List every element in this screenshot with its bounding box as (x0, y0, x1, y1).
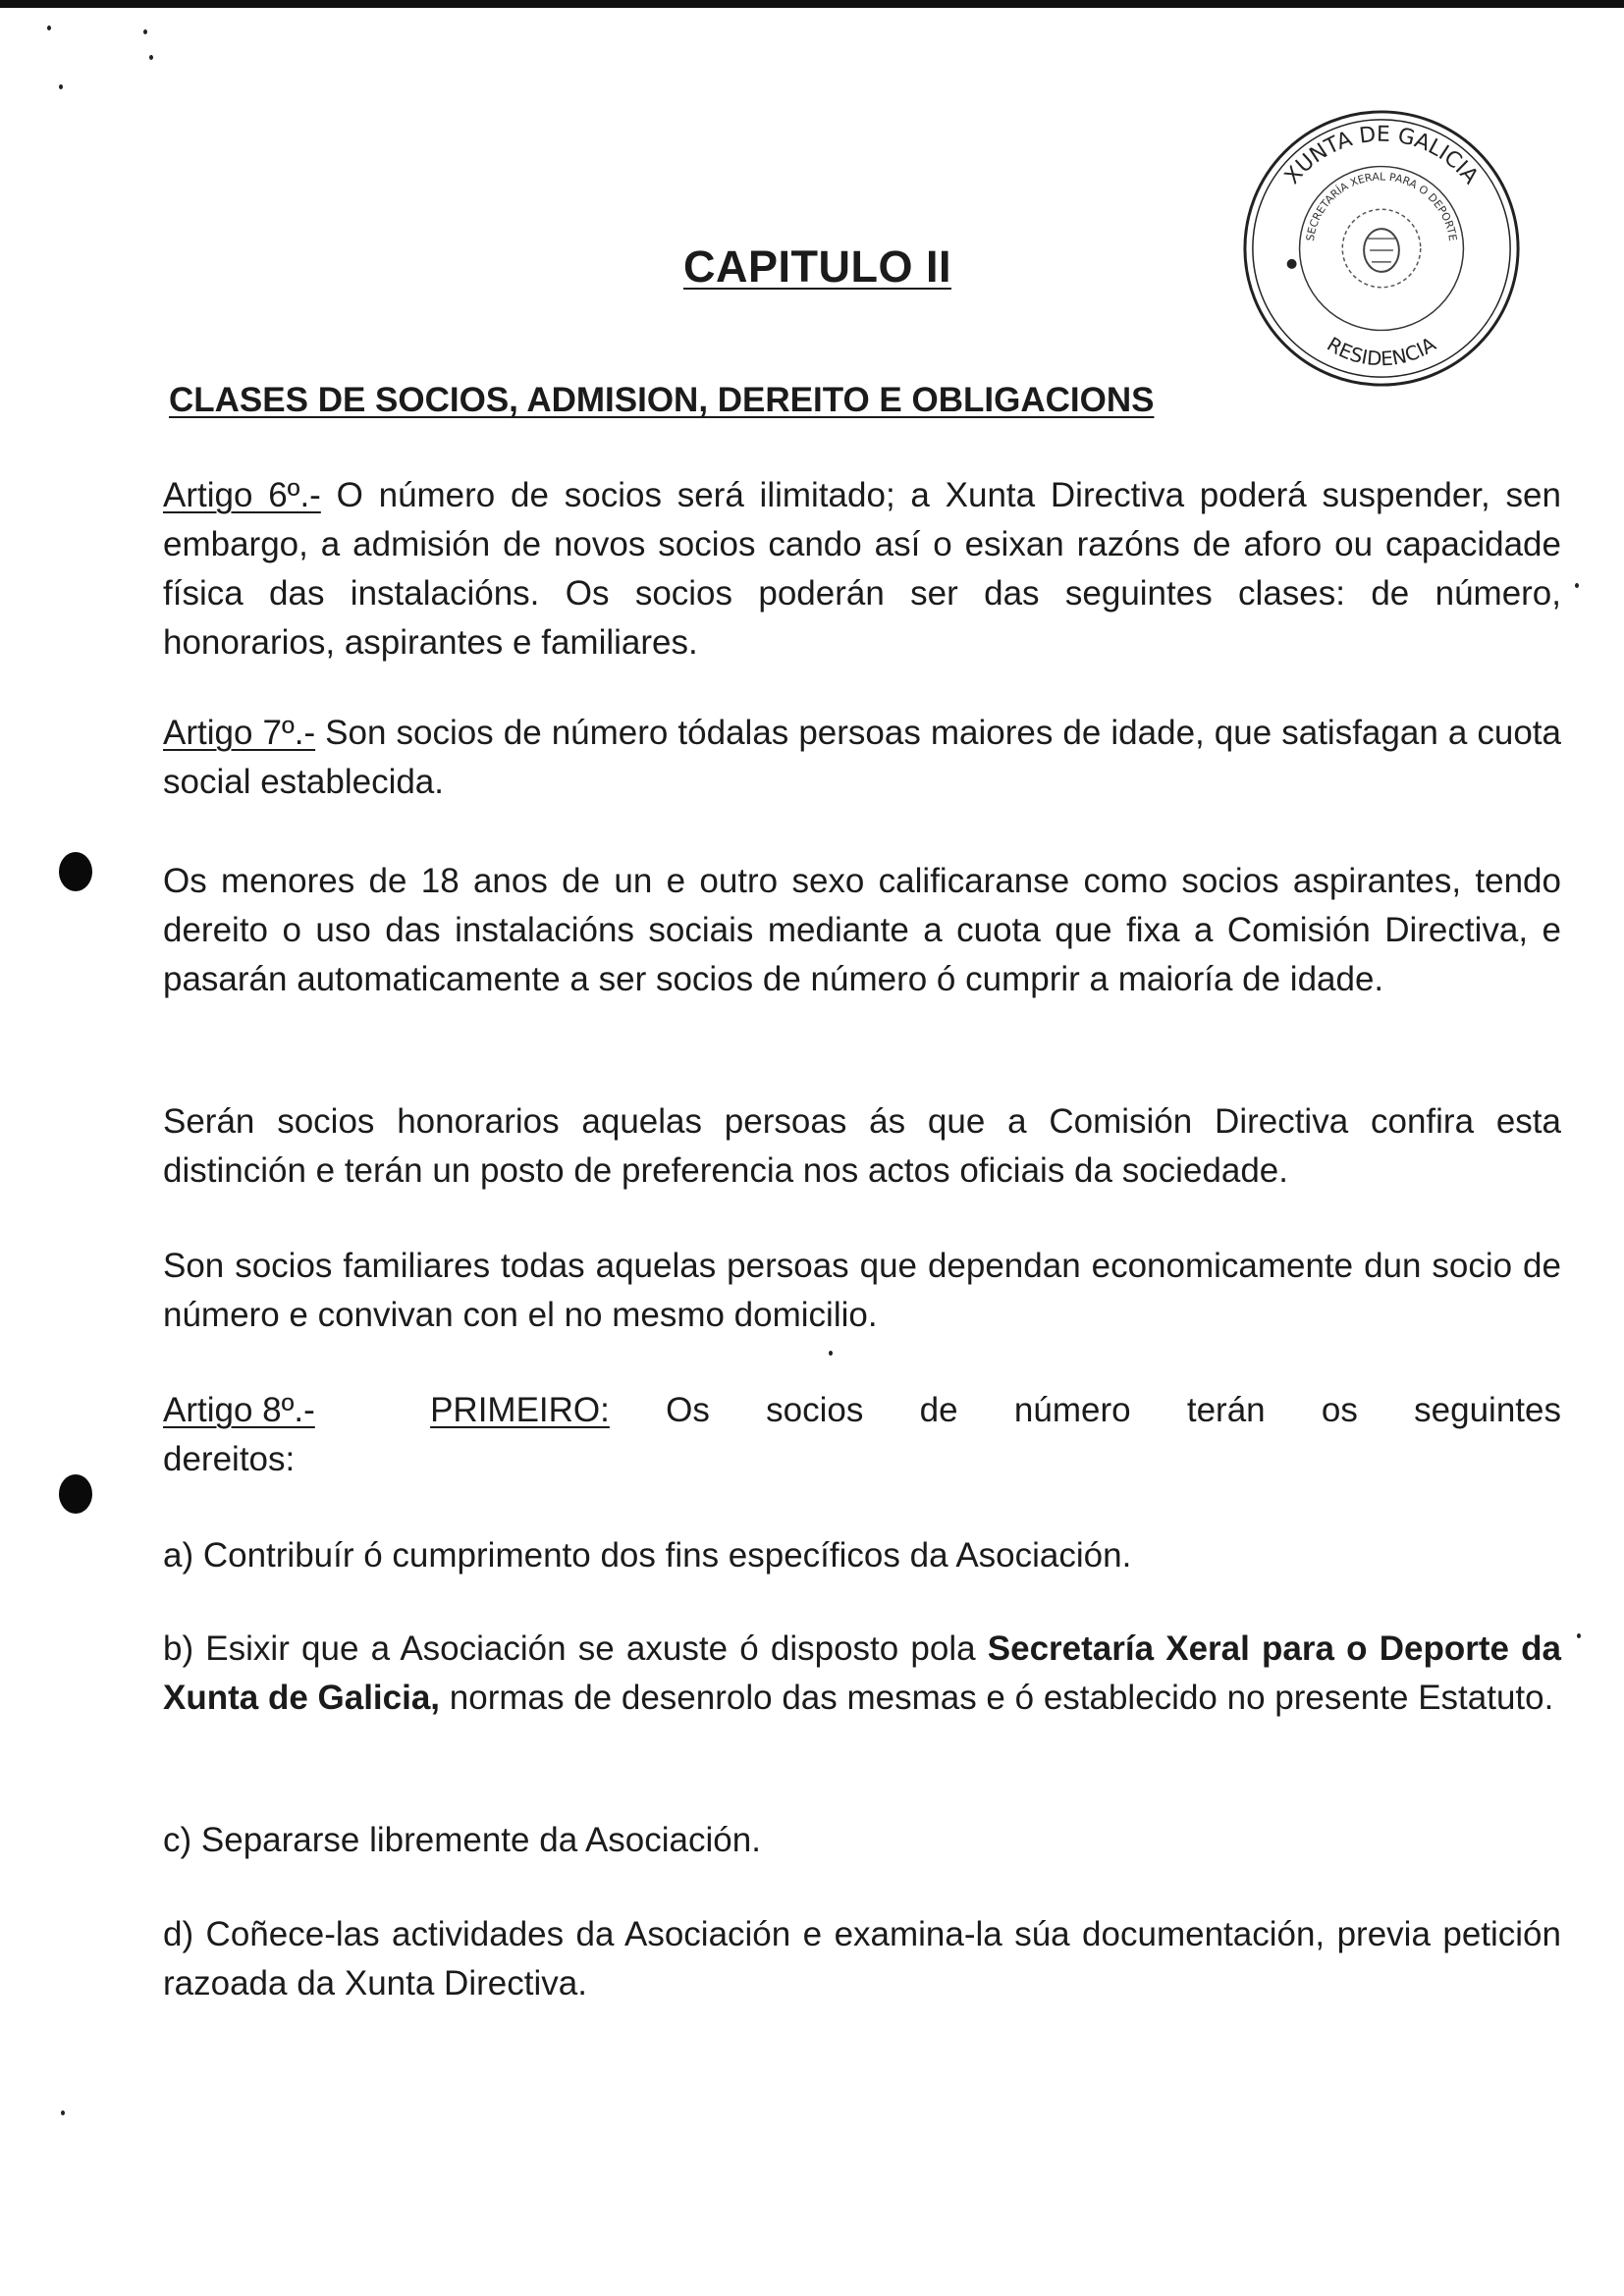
item-b-start: b) Esixir que a Asociación se axuste ó disposto pola (163, 1629, 976, 1668)
article-6 (163, 471, 1561, 667)
article-text: Son socios de número tódalas persoas maiores de idade, que satisfagan a cuota social establecida. (163, 714, 1561, 801)
article-word: seguintes (1414, 1391, 1561, 1429)
article-word: de (919, 1391, 958, 1429)
item-a: a) Contribuír ó cumprimento dos fins específicos da Asociación. (163, 1536, 1132, 1575)
article-label: Artigo 7º.- (163, 714, 316, 752)
primeiro-label: PRIMEIRO: (430, 1391, 610, 1429)
article-7 (163, 709, 1561, 807)
punch-hole-mark (59, 852, 92, 891)
scan-speck (1577, 1633, 1581, 1638)
article-text: dereitos: (163, 1440, 296, 1478)
stamp-inner-text: SECRETARÍA XERAL PARA O DEPORTE (1303, 170, 1460, 242)
article-word: terán (1186, 1391, 1266, 1429)
scan-top-edge (0, 0, 1624, 8)
article-word: Os (666, 1391, 710, 1429)
item-b-end: normas de desenrolo das mesmas e ó establecido no presente Estatuto. (449, 1679, 1554, 1717)
article-label: Artigo 8º.- (163, 1391, 315, 1429)
scan-speck (1575, 583, 1579, 588)
stamp-outer-text: XUNTA DE GALICIA (1279, 122, 1484, 189)
scan-speck (149, 55, 153, 60)
article-8 (163, 1386, 1561, 1484)
stamp-side-text: RESIDENCIA (1323, 333, 1440, 371)
scan-speck (829, 1351, 833, 1356)
article-word: socios (766, 1391, 864, 1429)
scan-speck (47, 26, 51, 30)
item-b-bold: Secretaría Xeral para o Deporte da Xunta de Galicia, (163, 1629, 1561, 1717)
article-word: número (1013, 1391, 1131, 1429)
article-word: os (1321, 1391, 1358, 1429)
item-b (163, 1625, 1561, 1723)
paragraph-menores: Os menores de 18 anos de un e outro sexo calificaranse como socios aspirantes, tendo dereito o uso das instalacións sociais mediante a cuota que fixa a Comisión Directiva, e pasarán automaticamente a ser socios de número ó cumprir a maioría de idade. (163, 862, 1561, 998)
item-c: c) Separarse libremente da Asociación. (163, 1821, 761, 1859)
official-seal-icon (1235, 102, 1528, 395)
paragraph-honorarios: Serán socios honorarios aquelas persoas ás que a Comisión Directiva confira esta distinción e terán un posto de preferencia nos actos oficiais da sociedade. (163, 1102, 1561, 1190)
svg-text:RESIDENCIA (1323, 333, 1439, 371)
article-text: O número de socios será ilimitado; a Xunta Directiva poderá suspender, sen embargo, a admisión de novos socios cando así o esixan razóns de aforo ou capacidade física das instalacións. Os socios poderán ser das seguintes clases: de número, honorarios, aspirantes e familiares. (163, 476, 1561, 662)
section-title: CLASES DE SOCIOS, ADMISION, DEREITO E OBLIGACIONS (169, 381, 1155, 419)
chapter-title: CAPITULO II (683, 241, 951, 292)
punch-hole-mark (59, 1474, 92, 1514)
item-d: d) Coñece-las actividades da Asociación e examina-la súa documentación, previa petición razoada da Xunta Directiva. (163, 1915, 1561, 2002)
paragraph-familiares: Son socios familiares todas aquelas persoas que dependan economicamente dun socio de número e convivan con el no mesmo domicilio. (163, 1247, 1561, 1334)
scan-speck (143, 29, 147, 34)
article-label: Artigo 6º.- (163, 476, 321, 514)
scan-speck (61, 2110, 65, 2115)
scan-speck (59, 84, 63, 89)
svg-text:SECRETARÍA XERAL PARA O DEPORT (1304, 170, 1459, 241)
